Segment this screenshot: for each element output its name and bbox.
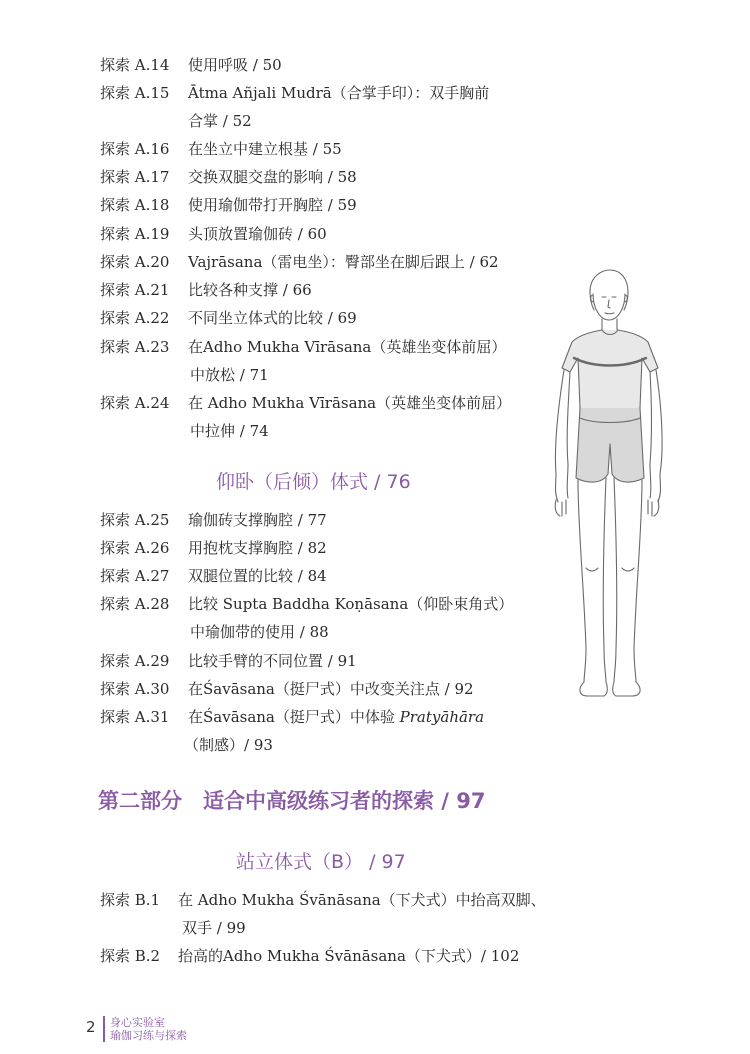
entry-code: 探索 A.21 <box>100 281 170 299</box>
entry-title: 双腿位置的比较 / 84 <box>188 567 327 585</box>
entry-code: 探索 A.30 <box>100 680 170 698</box>
entry-title: 使用瑜伽带打开胸腔 / 59 <box>188 196 357 214</box>
entry-code: 探索 A.23 <box>100 338 170 356</box>
entry-title-italic: Pratyāhāra <box>399 708 485 726</box>
entry-code: 探索 A.14 <box>100 56 170 74</box>
entry-title: 在坐立中建立根基 / 55 <box>188 140 342 158</box>
entry-code: 探索 A.31 <box>100 708 170 726</box>
entry-code: 探索 A.28 <box>100 595 170 613</box>
entry-code: 探索 A.19 <box>100 225 170 243</box>
entry-title: 在 Adho Mukha Vīrāsana（英雄坐变体前屈） <box>188 394 512 412</box>
section-heading-supine[interactable]: 仰卧（后倾）体式 / 76 <box>216 471 411 493</box>
entry-title: Vajrāsana（雷电坐）：臀部坐在脚后跟上 / 62 <box>188 253 499 271</box>
entry-title: 比较手臂的不同位置 / 91 <box>188 652 357 670</box>
page-number: 2 <box>86 1018 96 1036</box>
entry-title: 交换双腿交盘的影响 / 58 <box>188 168 357 186</box>
entry-title: 在Adho Mukha Vīrāsana（英雄坐变体前屈） <box>188 338 507 356</box>
section-heading-standing-b[interactable]: 站立体式（B） / 97 <box>236 851 406 873</box>
entry-code: 探索 A.16 <box>100 140 170 158</box>
entry-title: 使用呼吸 / 50 <box>188 56 282 74</box>
entry-title: 用抱枕支撑胸腔 / 82 <box>188 539 327 557</box>
entry-title <box>188 707 484 727</box>
book-subtitle: 瑜伽习练与探索 <box>110 1029 187 1042</box>
entry-title: 抬高的Adho Mukha Śvānāsana（下犬式）/ 102 <box>178 947 520 965</box>
book-name: 身心实验室 <box>110 1016 165 1029</box>
entry-title-continued: 双手 / 99 <box>182 919 246 937</box>
part-two-heading[interactable]: 第二部分 适合中高级练习者的探索 / 97 <box>98 789 486 813</box>
entry-code: 探索 A.29 <box>100 652 170 670</box>
entry-code: 探索 A.26 <box>100 539 170 557</box>
entry-title: 头顶放置瑜伽砖 / 60 <box>188 225 327 243</box>
entry-title-continued: （制感）/ 93 <box>184 736 273 754</box>
entry-title: 不同坐立体式的比较 / 69 <box>188 309 357 327</box>
entry-code: 探索 A.27 <box>100 567 170 585</box>
entry-title-continued: 中瑜伽带的使用 / 88 <box>190 623 329 641</box>
entry-title-continued: 中拉伸 / 74 <box>190 422 269 440</box>
entry-title-main: 在Śavāsana（挺尸式）中体验 <box>188 708 395 726</box>
footer-divider <box>103 1016 105 1042</box>
entry-code: 探索 A.15 <box>100 84 170 102</box>
entry-code: 探索 B.2 <box>100 947 161 965</box>
entry-title: 瑜伽砖支撑胸腔 / 77 <box>188 511 327 529</box>
entry-code: 探索 A.17 <box>100 168 170 186</box>
entry-title: 在 Adho Mukha Śvānāsana（下犬式）中抬高双脚、 <box>178 891 546 909</box>
entry-code: 探索 A.25 <box>100 511 170 529</box>
entry-title: 在Śavāsana（挺尸式）中改变关注点 / 92 <box>188 680 474 698</box>
standing-woman-illustration <box>532 268 682 700</box>
entry-code: 探索 A.20 <box>100 253 170 271</box>
entry-title: 比较 Supta Baddha Koṇāsana（仰卧束角式） <box>188 595 514 613</box>
entry-title-continued: 合掌 / 52 <box>188 112 252 130</box>
entry-code: 探索 A.22 <box>100 309 170 327</box>
entry-code: 探索 A.18 <box>100 196 170 214</box>
entry-title-continued: 中放松 / 71 <box>190 366 269 384</box>
entry-code: 探索 A.24 <box>100 394 170 412</box>
entry-title: 比较各种支撑 / 66 <box>188 281 312 299</box>
entry-code: 探索 B.1 <box>100 891 161 909</box>
entry-title: Ātma Añjali Mudrā（合掌手印）：双手胸前 <box>188 84 490 102</box>
